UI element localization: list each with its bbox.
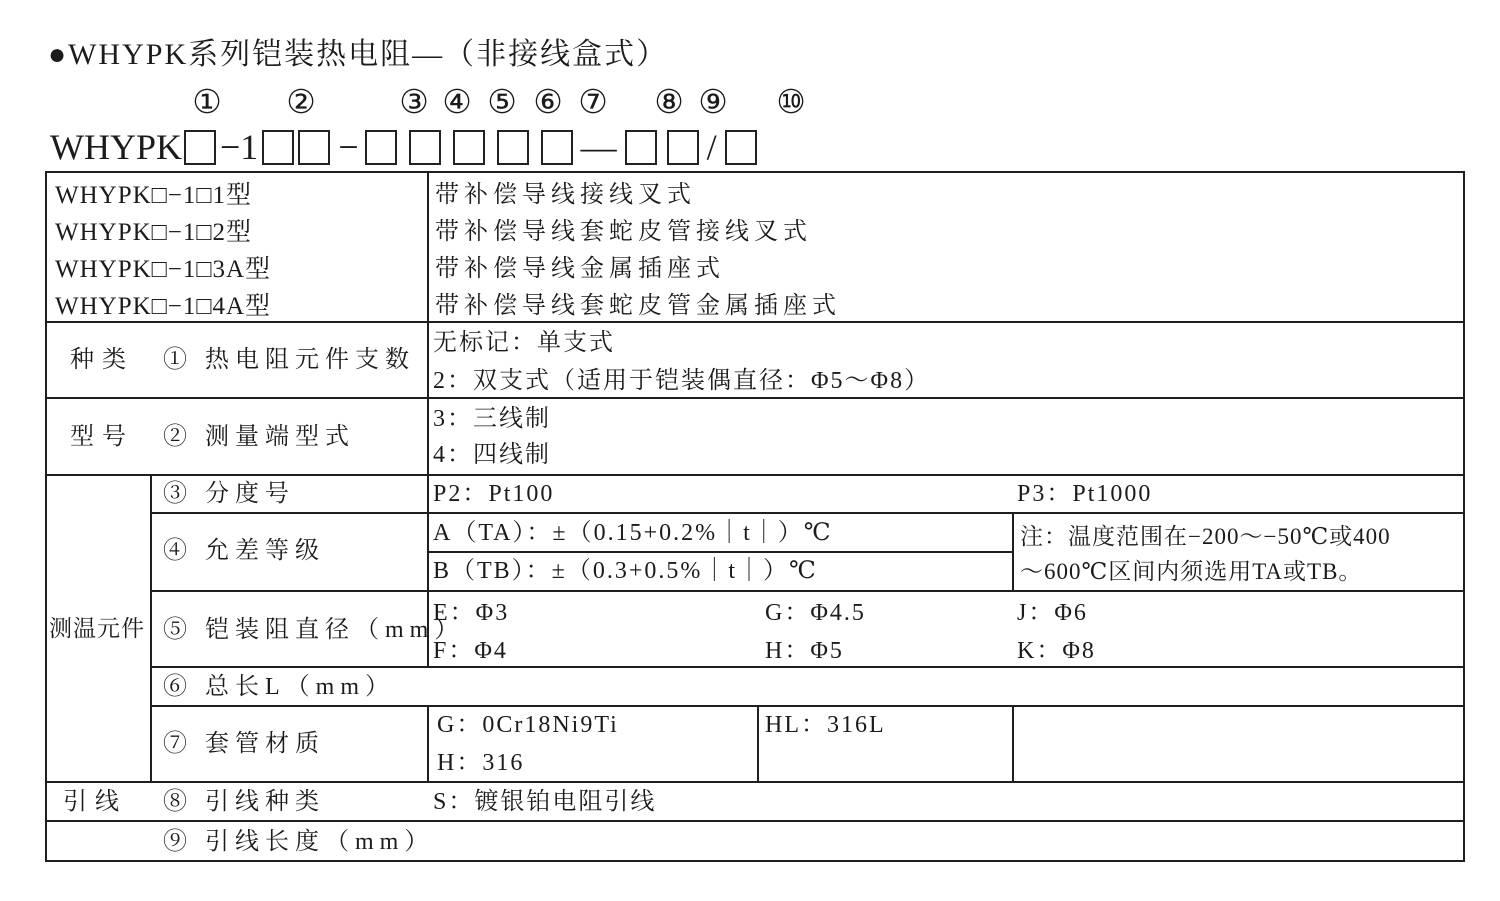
row-value: 2：双支式（适用于铠装偶直径：Φ5～Φ8） [433, 368, 931, 394]
divider [45, 820, 1465, 822]
row-label-5: ⑤ 铠装阻直径（mm） [163, 617, 465, 643]
code-box [453, 130, 485, 165]
code-box [667, 130, 699, 165]
code-box [184, 130, 216, 165]
circle-8: ⑧ [654, 85, 684, 121]
row-value: P2：Pt100 [433, 481, 555, 507]
circle-3: ③ [399, 85, 429, 121]
circle-9: ⑨ [698, 85, 728, 121]
code-box [298, 130, 330, 165]
row-value: J：Φ6 [1017, 600, 1088, 626]
divider [757, 705, 759, 781]
row-group-xinghao: 型号 [70, 424, 134, 450]
row-group-yinxian: 引线 [63, 789, 127, 815]
code-box [365, 130, 397, 165]
row-value: H：316 [437, 750, 525, 776]
code-box [409, 130, 441, 165]
divider [150, 474, 152, 781]
row-label-2: ② 测量端型式 [163, 424, 355, 450]
code-dash-2: − [338, 127, 359, 167]
row-label-9: ⑨ 引线长度（mm） [163, 829, 435, 855]
row-value: K：Φ8 [1017, 638, 1096, 664]
page-title: ●WHYPK系列铠装热电阻—（非接线盒式） [48, 38, 669, 71]
code-dash-3: — [580, 127, 617, 167]
divider [150, 666, 1465, 668]
row-group-zhonglei: 种类 [70, 347, 134, 373]
circle-7: ⑦ [578, 85, 608, 121]
row-label-4: ④ 允差等级 [163, 538, 325, 564]
ordering-code [50, 126, 757, 168]
row-value: 4：四线制 [433, 442, 551, 468]
row-value: HL：316L [765, 712, 886, 738]
row-value: 无标记：单支式 [433, 330, 615, 356]
tolerance-note: ～600℃区间内须选用TA或TB。 [1020, 559, 1363, 584]
row-label-1: ① 热电阻元件支数 [163, 347, 415, 373]
circle-2: ② [286, 85, 316, 121]
row-value: A（TA）：±（0.15+0.2%｜t｜）℃ [433, 520, 833, 546]
circle-10: ⑩ [776, 85, 806, 121]
circle-5: ⑤ [487, 85, 517, 121]
model-name: WHYPK□−1□4A型 [55, 293, 272, 320]
divider [1012, 705, 1014, 781]
model-desc: 带补偿导线金属插座式 [435, 256, 725, 282]
row-label-3: ③ 分度号 [163, 481, 295, 507]
divider [427, 551, 1012, 553]
divider [150, 512, 1465, 514]
row-label-8: ⑧ 引线种类 [163, 789, 325, 815]
row-value: B（TB）：±（0.3+0.5%｜t｜）℃ [433, 558, 818, 584]
code-slash: / [706, 127, 717, 167]
code-box [541, 130, 573, 165]
model-desc: 带补偿导线套蛇皮管接线叉式 [435, 219, 812, 245]
model-name: WHYPK□−1□2型 [55, 219, 252, 246]
row-value: S：镀银铂电阻引线 [433, 789, 657, 815]
divider [45, 781, 1465, 783]
model-name: WHYPK□−1□1型 [55, 182, 252, 209]
row-value: G：0Cr18Ni9Ti [437, 712, 619, 738]
divider [427, 171, 429, 666]
model-name: WHYPK□−1□3A型 [55, 256, 272, 283]
row-value: F：Φ4 [433, 638, 508, 664]
code-box [725, 130, 757, 165]
code-prefix: WHYPK [50, 127, 182, 167]
code-box [625, 130, 657, 165]
row-label-7: ⑦ 套管材质 [163, 731, 325, 757]
circle-4: ④ [442, 85, 472, 121]
row-value: E：Φ3 [433, 600, 510, 626]
row-value: G：Φ4.5 [765, 600, 866, 626]
model-desc: 带补偿导线套蛇皮管金属插座式 [435, 293, 841, 319]
code-box [497, 130, 529, 165]
row-value: 3：三线制 [433, 406, 551, 432]
divider [150, 590, 1465, 592]
row-group-cewen: 测温元件 [49, 616, 145, 641]
circle-6: ⑥ [533, 85, 563, 121]
model-desc: 带补偿导线接线叉式 [435, 182, 696, 208]
row-value: P3：Pt1000 [1017, 481, 1153, 507]
code-dash-1: −1 [220, 127, 259, 167]
row-label-6: ⑥ 总长L（mm） [163, 674, 395, 700]
code-box [262, 130, 294, 165]
divider [427, 705, 429, 781]
row-value: H：Φ5 [765, 638, 844, 664]
divider [150, 705, 1465, 707]
divider [45, 474, 1465, 476]
divider [1012, 512, 1014, 590]
divider [45, 397, 1465, 399]
tolerance-note: 注：温度范围在−200～−50℃或400 [1020, 524, 1391, 549]
circle-1: ① [192, 85, 222, 121]
